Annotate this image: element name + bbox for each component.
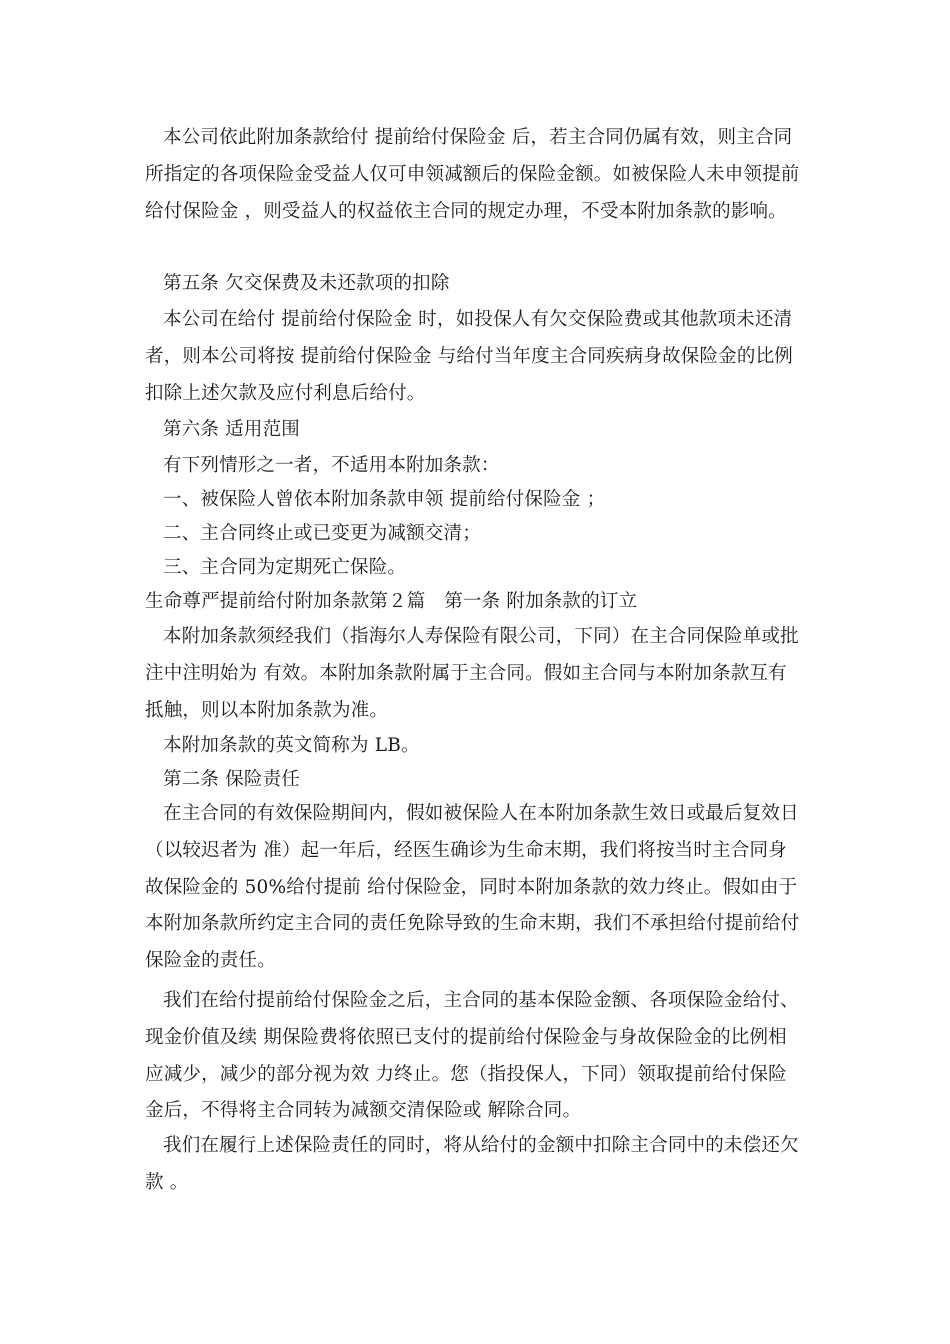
list-item-exclusion-1: 一、被保险人曾依本附加条款申领 提前给付保险金 ；: [163, 489, 606, 510]
paragraph-english-abbreviation: 本附加条款的英文简称为 LB。: [163, 735, 420, 756]
heading-article-2: 第二条 保险责任: [163, 769, 300, 790]
paragraph-arrears-deduction: 本公司在给付 提前给付保险金 时，如投保人有欠交保险费或其他款项未还清者，则本公司将按 提前给付保险金 与给付当年度主合同疾病身故保险金的比例扣除上述欠款及应付利息后给付。: [145, 309, 793, 404]
list-item-exclusion-2: 二、主合同终止或已变更为减额交清；: [163, 523, 481, 544]
section-title-part-2: 生命尊严提前给付附加条款第２篇 第一条 附加条款的订立: [145, 591, 638, 612]
heading-article-6: 第六条 适用范围: [163, 419, 300, 440]
paragraph-debt-deduction: 我们在履行上述保险责任的同时，将从给付的金额中扣除主合同中的未偿还欠款 。: [145, 1135, 799, 1193]
paragraph-benefit-reduction: 我们在给付提前给付保险金之后，主合同的基本保险金额、各项保险金给付、现金价值及续 期保险费将依照已支付的提前给付保险金与身故保险金的比例相应减少，减少的部分视为效 力终止。您（指投保人，下同）领取提前给付保险金后，不得将主合同转为减额交清保险或 解除合同。: [145, 990, 799, 1122]
heading-article-5: 第五条 欠交保费及未还款项的扣除: [163, 273, 450, 294]
paragraph-exclusions-intro: 有下列情形之一者，不适用本附加条款：: [163, 455, 500, 476]
paragraph-insurance-liability: 在主合同的有效保险期间内，假如被保险人在本附加条款生效日或最后复效日（以较迟者为 准）起一年后，经医生确诊为生命末期，我们将按当时主合同身故保险金的 50%给付提前 给付保险金，同时本附加条款的效力终止。假如由于本附加条款所约定主合同的责任免除导致的生命末期，我们不承担给付提前给付保险金的责任。: [145, 803, 800, 972]
paragraph-reduced-benefit: 本公司依此附加条款给付 提前给付保险金 后，若主合同仍属有效，则主合同所指定的各项保险金受益人仅可申领减额后的保险金额。如被保险人未申领提前给付保险金 ，则受益人的权益依主合同的规定办理，不受本附加条款的影响。: [145, 127, 800, 222]
paragraph-clause-establishment: 本附加条款须经我们（指海尔人寿保险有限公司，下同）在主合同保险单或批注中注明始为 有效。本附加条款附属于主合同。假如主合同与本附加条款互有抵触，则以本附加条款为准。: [145, 626, 799, 721]
list-item-exclusion-3: 三、主合同为定期死亡保险。: [163, 557, 407, 578]
